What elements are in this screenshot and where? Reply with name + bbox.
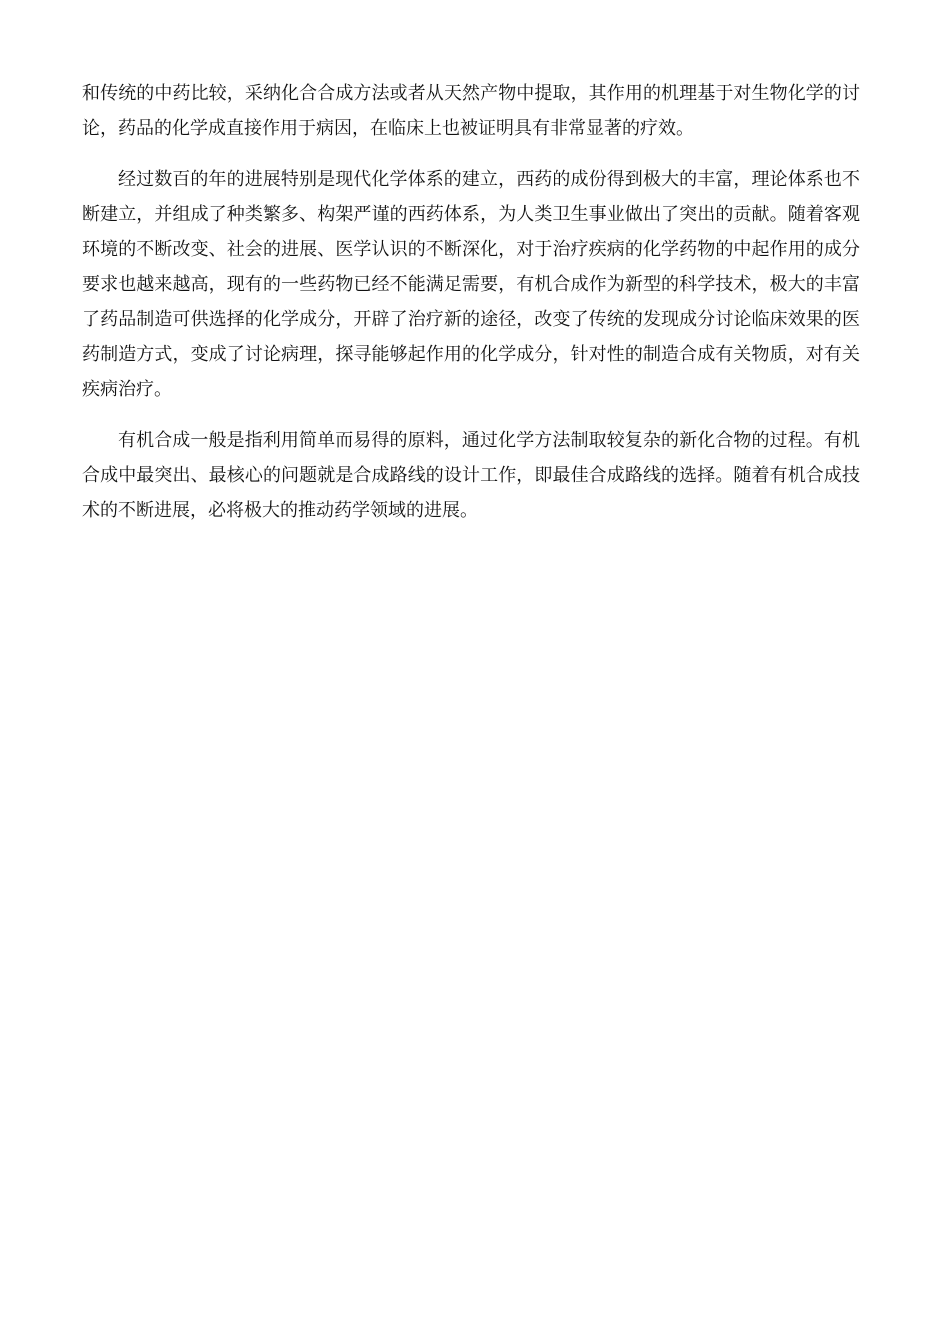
paragraph-2: 经过数百的年的进展特别是现代化学体系的建立，西药的成份得到极大的丰富，理论体系也不断建立，并组成了种类繁多、构架严谨的西药体系，为人类卫生事业做出了突出的贡献。随着客观环境的不断改变、社会的进展、医学认识的不断深化，对于治疗疾病的化学药物的中起作用的成分要求也越来越高，现有的一些药物已经不能满足需要，有机合成作为新型的科学技术，极大的丰富了药品制造可供选择的化学成分，开辟了治疗新的途径，改变了传统的发现成分讨论临床效果的医药制造方式，变成了讨论病理，探寻能够起作用的化学成分，针对性的制造合成有关物质，对有关疾病治疗。	[82, 169, 860, 400]
paragraph-1: 和传统的中药比较，采纳化合合成方法或者从天然产物中提取，其作用的机理基于对生物化学的讨论，药品的化学成直接作用于病因，在临床上也被证明具有非常显著的疗效。	[82, 83, 860, 139]
paragraph-3: 有机合成一般是指利用简单而易得的原料，通过化学方法制取较复杂的新化合物的过程。有机合成中最突出、最核心的问题就是合成路线的设计工作，即最佳合成路线的选择。随着有机合成技术的不断进展，必将极大的推动药学领域的进展。	[82, 430, 860, 521]
document-body	[82, 76, 860, 528]
